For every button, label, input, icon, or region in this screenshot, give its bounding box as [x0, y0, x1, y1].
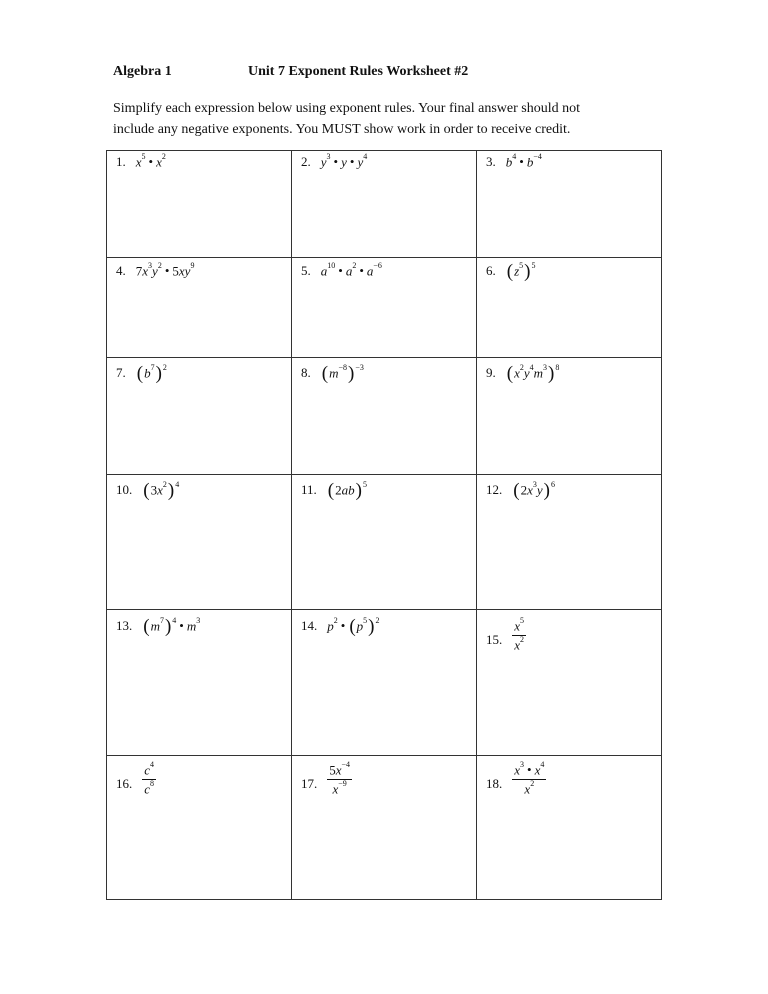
problem-cell-10[interactable]: [107, 475, 292, 610]
problem-18: [486, 762, 546, 798]
problem-number: 8.: [301, 365, 311, 380]
problem-number: 3.: [486, 154, 496, 169]
problem-expression: $(z^5)^5$: [506, 261, 536, 283]
problem-8: [301, 363, 364, 385]
instructions: [113, 98, 673, 140]
problem-9: [486, 363, 560, 385]
problem-number: 15.: [486, 632, 503, 647]
problem-expression: $(2x^3y)^6$: [513, 480, 555, 502]
problem-expression: $7x^3y^2$ • $5xy^9$: [135, 261, 195, 279]
problem-cell-6[interactable]: [477, 258, 661, 358]
problem-expression: $(2ab)^5$: [327, 480, 367, 502]
problem-3: [486, 154, 542, 170]
problem-number: 14.: [301, 618, 318, 633]
problem-cell-14[interactable]: [292, 610, 477, 756]
problem-cell-1[interactable]: [107, 151, 292, 258]
problem-cell-2[interactable]: [292, 151, 477, 258]
problem-expression: $a^{10}$ • $a^2$ • $a^{-6}$: [320, 261, 382, 279]
problem-12: [486, 480, 555, 502]
problem-cell-12[interactable]: [477, 475, 661, 610]
problem-11: [301, 480, 367, 502]
problem-number: 11.: [301, 482, 317, 497]
problem-cell-17[interactable]: [292, 756, 477, 899]
problem-number: 6.: [486, 263, 496, 278]
problem-15: [486, 618, 526, 654]
problem-cell-16[interactable]: [107, 756, 292, 899]
problem-10: [116, 480, 180, 502]
problem-expression: $(m^7)^4$ • $m^3$: [143, 616, 201, 638]
problem-number: 9.: [486, 365, 496, 380]
problem-6: [486, 261, 536, 283]
problem-cell-15[interactable]: [477, 610, 661, 756]
problem-cell-11[interactable]: [292, 475, 477, 610]
problem-cell-7[interactable]: [107, 358, 292, 475]
problem-expression: $(3x^2)^4$: [143, 480, 180, 502]
problem-number: 17.: [301, 776, 318, 791]
problem-expression: $(b^7)^2$: [136, 363, 167, 385]
problem-number: 2.: [301, 154, 311, 169]
problem-cell-3[interactable]: [477, 151, 661, 258]
problem-5: [301, 263, 382, 279]
problem-cell-8[interactable]: [292, 358, 477, 475]
problem-cell-9[interactable]: [477, 358, 661, 475]
problem-expression: $\frac{c^4}{c^8}$: [144, 760, 155, 797]
problem-cell-5[interactable]: [292, 258, 477, 358]
course-name: Algebra 1: [113, 64, 172, 79]
problem-number: 13.: [116, 618, 133, 633]
problem-1: [116, 154, 166, 170]
problem-2: [301, 154, 367, 170]
problem-17: [301, 762, 352, 798]
problem-number: 18.: [486, 776, 503, 791]
problem-expression: $\frac{5x^{-4}}{x^{-9}}$: [329, 760, 351, 797]
problem-number: 10.: [116, 482, 133, 497]
instructions-line-1: Simplify each expression below using exponent rules. Your final answer should not: [113, 101, 580, 116]
problem-4: [116, 263, 194, 279]
problem-expression: $b^4$ • $b^{-4}$: [505, 152, 542, 170]
problem-expression: $y^3$ • y • $y^4$: [320, 152, 368, 170]
problem-cell-4[interactable]: [107, 258, 292, 358]
problem-14: [301, 616, 380, 638]
worksheet-header: [113, 64, 469, 80]
problem-expression: $\frac{x^5}{x^2}$: [514, 616, 525, 653]
problem-number: 12.: [486, 482, 503, 497]
problem-number: 1.: [116, 154, 126, 169]
problem-expression: $(x^2y^4m^3)^8$: [506, 363, 560, 385]
problem-number: 16.: [116, 776, 133, 791]
problem-16: [116, 762, 156, 798]
problem-number: 4.: [116, 263, 126, 278]
problem-expression: $(m^{-8})^{-3}$: [321, 363, 364, 385]
problem-13: [116, 616, 201, 638]
problem-number: 7.: [116, 365, 126, 380]
instructions-line-2: include any negative exponents. You MUST show work in order to receive credit.: [113, 122, 571, 137]
problem-number: 5.: [301, 263, 311, 278]
problem-cell-13[interactable]: [107, 610, 292, 756]
problem-expression: $p^2$ • $(p^5)^2$: [327, 616, 380, 638]
problem-cell-18[interactable]: [477, 756, 661, 899]
problem-7: [116, 363, 167, 385]
problem-expression: $\frac{x^3 • x^4}{x^2}$: [514, 760, 545, 797]
problem-expression: $x^5$ • $x^2$: [135, 152, 166, 170]
problem-grid: [106, 150, 662, 900]
worksheet-title: Unit 7 Exponent Rules Worksheet #2: [248, 64, 469, 79]
